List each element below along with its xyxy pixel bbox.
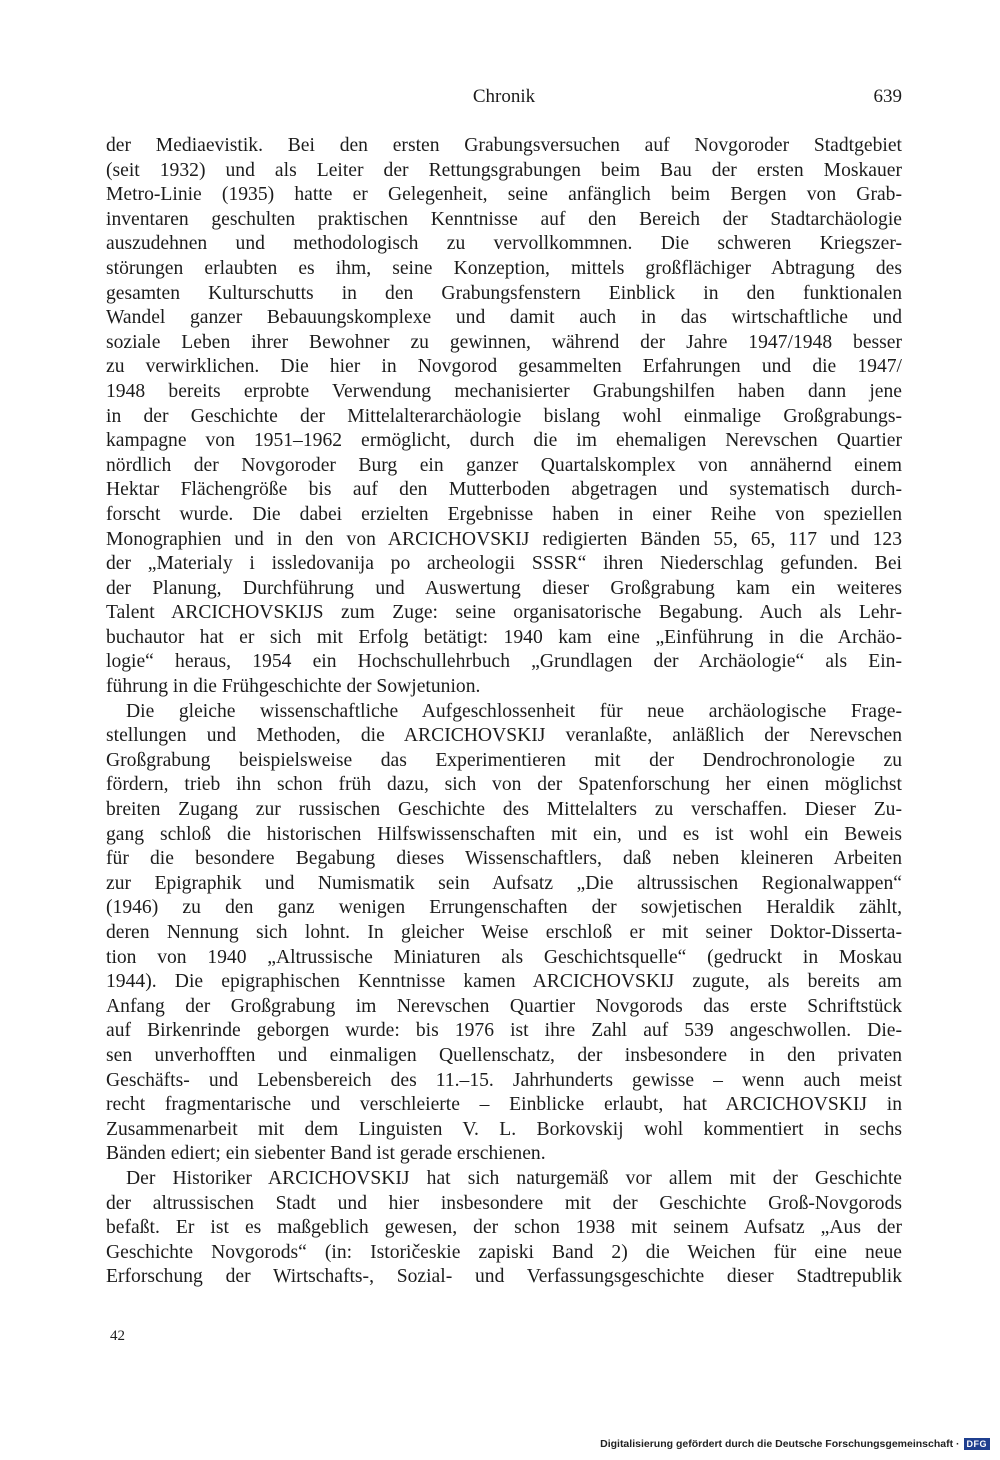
- text-line: kampagne von 1951–1962 ermöglicht, durch die im ehemaligen Nerevschen Quartier: [106, 430, 902, 452]
- text-line: gesamten Kulturschutts in den Grabungsfenstern Einblick in den funktionalen: [106, 282, 902, 304]
- text-line: forscht wurde. Die dabei erzielten Ergebnisse haben in einer Reihe von speziellen: [106, 503, 902, 525]
- text-line: Monographien und in den von ARCICHOVSKIJ redigierten Bänden 55, 65, 117 und 123: [106, 528, 902, 550]
- footer-bar: [600, 1436, 990, 1452]
- text-line: fördern, trieb ihn schon früh dazu, sich von der Spatenforschung her einen möglichst: [106, 774, 902, 796]
- text-line: logie“ heraus, 1954 ein Hochschullehrbuch „Grundlagen der Archäologie“ als Ein-: [106, 651, 902, 673]
- text-line: tion von 1940 „Altrussische Miniaturen als Geschichtsquelle“ (gedruckt in Moskau: [106, 946, 902, 968]
- text-line: buchautor hat er sich mit Erfolg betätigt: 1940 kam eine „Einführung in die Archäo-: [106, 626, 902, 648]
- text-line: 1944). Die epigraphischen Kenntnisse kamen ARCICHOVSKIJ zugute, als bereits am: [106, 971, 902, 993]
- text-line: deren Nennung sich lohnt. In gleicher Weise erschloß er mit seiner Doktor-Disserta-: [106, 922, 902, 943]
- text-line: Erforschung der Wirtschafts-, Sozial- und Verfassungsgeschichte dieser Stadtrepublik: [106, 1266, 902, 1288]
- running-head-title: Chronik: [472, 86, 536, 107]
- text-line: führung in die Frühgeschichte der Sowjetunion.: [106, 676, 481, 698]
- text-line: zu verwirklichen. Die hier in Novgorod gesammelten Erfahrungen und die 1947/: [106, 356, 902, 378]
- text-line: zur Epigraphik und Numismatik sein Aufsatz „Die altrussischen Regionalwappen“: [106, 872, 902, 894]
- text-line: stellungen und Methoden, die ARCICHOVSKIJ veranlaßte, anläßlich der Nerevschen: [106, 725, 902, 747]
- text-line: für die besondere Begabung dieses Wissenschaftlers, daß neben kleineren Arbeiten: [106, 848, 902, 870]
- running-head: [106, 86, 902, 112]
- text-line: der Mediaevistik. Bei den ersten Grabungsversuchen auf Novgoroder Stadtgebiet: [106, 135, 902, 156]
- text-line: Die gleiche wissenschaftliche Aufgeschlossenheit für neue archäologische Frage-: [126, 700, 902, 722]
- text-line: Anfang der Großgrabung im Nerevschen Quartier Novgorods das erste Schriftstück: [106, 995, 902, 1017]
- text-line: Talent ARCICHOVSKIJS zum Zuge: seine organisatorische Begabung. Auch als Lehr-: [106, 602, 902, 624]
- text-line: Wandel ganzer Bebauungskomplexe und damit auch in das wirtschaftliche und: [106, 307, 902, 329]
- text-line: befaßt. Er ist es maßgeblich gewesen, der schon 1938 mit seinem Aufsatz „Aus der: [106, 1217, 902, 1239]
- dfg-logo-icon: DFG: [964, 1438, 991, 1450]
- text-line: der altrussischen Stadt und hier insbesondere mit der Geschichte Groß-Novgorods: [106, 1192, 902, 1214]
- text-line: in der Geschichte der Mittelalterarchäologie bislang wohl einmalige Großgrabungs-: [106, 405, 902, 427]
- text-line: Geschichte Novgorods“ (in: Istoričeskie zapiski Band 2) die Weichen für eine neue: [106, 1241, 902, 1263]
- text-line: (1946) zu den ganz wenigen Errungenschaften der sowjetischen Heraldik zählt,: [106, 897, 902, 919]
- text-line: störungen erlaubten es ihm, seine Konzeption, mittels großflächiger Abtragung des: [106, 257, 902, 279]
- text-line: Großgrabung beispielsweise das Experimentieren mit der Dendrochronologie zu: [106, 749, 902, 771]
- text-line: Zusammenarbeit mit dem Linguisten V. L. Borkovskij wohl kommentiert in sechs: [106, 1118, 902, 1140]
- text-line: Hektar Flächengröße bis auf den Mutterboden abgetragen und systematisch durch-: [106, 479, 902, 501]
- text-line: auszudehnen und methodologisch zu vervollkommnen. Die schweren Kriegszer-: [106, 233, 902, 255]
- text-line: der Planung, Durchführung und Auswertung dieser Großgrabung kam ein weiteres: [106, 577, 902, 599]
- text-line: Der Historiker ARCICHOVSKIJ hat sich naturgemäß vor allem mit der Geschichte: [126, 1167, 902, 1189]
- text-line: (seit 1932) und als Leiter der Rettungsgrabungen beim Bau der ersten Moskauer: [106, 159, 902, 181]
- text-line: recht fragmentarische und verschleierte – Einblicke erlaubt, hat ARCICHOVSKIJ in: [106, 1094, 902, 1116]
- text-line: Bänden ediert; ein siebenter Band ist gerade erschienen.: [106, 1143, 546, 1165]
- text-line: breiten Zugang zur russischen Geschichte des Mittelalters zu verschaffen. Dieser Zu-: [106, 799, 902, 821]
- text-line: Metro-Linie (1935) hatte er Gelegenheit, seine anfänglich beim Bergen von Grab-: [106, 184, 902, 206]
- text-line: gang schloß die historischen Hilfswissenschaften mit ein, und es ist wohl ein Beweis: [106, 823, 902, 845]
- signature-mark: 42: [110, 1328, 125, 1344]
- text-line: sen unverhofften und einmaligen Quellenschatz, der insbesondere in den privaten: [106, 1044, 902, 1066]
- body-text: [106, 134, 902, 1290]
- page-number: 639: [873, 86, 902, 107]
- text-line: soziale Leben ihrer Bewohner zu gewinnen, während der Jahre 1947/1948 besser: [106, 331, 902, 353]
- text-line: Geschäfts- und Lebensbereich des 11.–15. Jahrhunderts gewisse – wenn auch meist: [106, 1069, 902, 1091]
- text-line: der „Materialy i issledovanija po archeologii SSSR“ ihren Niederschlag gefunden. Bei: [106, 553, 902, 575]
- text-line: inventaren geschulten praktischen Kenntnisse auf den Bereich der Stadtarchäologie: [106, 208, 902, 230]
- text-line: 1948 bereits erprobte Verwendung mechanisierter Grabungshilfen haben dann jene: [106, 380, 902, 402]
- text-line: auf Birkenrinde geborgen wurde: bis 1976 ist ihre Zahl auf 539 angeschwollen. Die-: [106, 1020, 902, 1042]
- digitization-note: Digitalisierung gefördert durch die Deutsche Forschungsgemeinschaft ·: [600, 1438, 960, 1450]
- text-line: nördlich der Novgoroder Burg ein ganzer Quartalskomplex von annähernd einem: [106, 454, 902, 476]
